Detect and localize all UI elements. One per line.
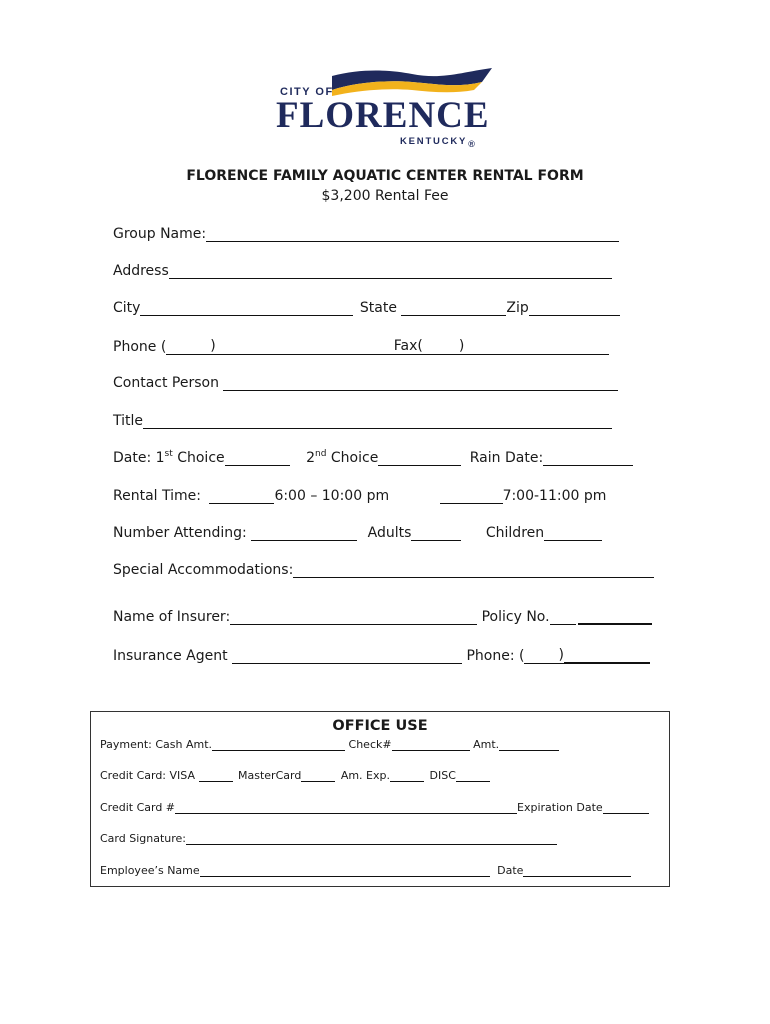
rain-date-label: Rain Date: [469,450,544,466]
policy-no-label: Policy No. [481,609,550,625]
mastercard-field[interactable] [301,771,335,782]
credit-card-no-field[interactable] [175,803,517,814]
special-accommodations-row [113,562,654,582]
office-use-box [90,711,670,887]
office-date-label: Date [497,864,524,877]
policy-no-field-a[interactable] [550,609,576,625]
mastercard-label: MasterCard [238,769,302,782]
expiration-date-field[interactable] [603,803,649,814]
amt-label: Amt. [473,738,500,751]
am-exp-label: Am. Exp. [340,769,390,782]
group-name-row [113,226,619,246]
visa-label: Credit Card: VISA [100,769,195,782]
fax-area-code-field[interactable] [423,339,459,355]
logo-kentucky: KENTUCKY® [400,136,477,149]
address-label: Address [113,263,169,279]
title-row [113,413,612,433]
disc-label: DISC [429,769,456,782]
employee-name-label: Employee’s Name [100,864,200,877]
number-attending-label: Number Attending: [113,525,247,541]
employee-name-field[interactable] [200,866,490,877]
credit-card-number-row [100,801,649,814]
date-row [113,450,633,470]
form-title: FLORENCE FAMILY AQUATIC CENTER RENTAL FORM [186,168,584,184]
contact-person-field[interactable] [223,375,618,391]
insurer-field[interactable] [230,609,477,625]
time-slot-2-field[interactable] [440,488,503,504]
title-field[interactable] [143,413,612,429]
logo-city-of: CITY OF [280,86,334,98]
cash-amt-label: Payment: Cash Amt. [100,738,213,751]
insurer-row [113,609,652,629]
date-label: Date: 1st Choice [113,449,225,466]
contact-person-label: Contact Person [113,375,219,391]
phone-number-field[interactable] [216,339,394,355]
office-date-field[interactable] [523,866,631,877]
special-accommodations-label: Special Accommodations: [113,562,294,578]
time-slot-2-label: 7:00-11:00 pm [502,488,607,504]
flag-emblem-icon [332,66,492,98]
policy-no-field-b[interactable] [578,609,652,625]
rental-fee: $3,200 Rental Fee [321,188,449,204]
city-of-florence-logo [276,66,494,156]
employee-row [100,864,631,877]
city-state-zip-row [113,300,620,320]
contact-person-row [113,375,618,395]
time-slot-1-label: 6:00 – 10:00 pm [274,488,390,504]
second-choice-field[interactable] [378,450,461,466]
number-attending-row [113,525,602,545]
phone-close-paren: ) [210,338,216,354]
check-label: Check# [348,738,392,751]
fax-number-field[interactable] [464,339,609,355]
city-label: City [113,300,141,316]
office-use-title: OFFICE USE [332,718,428,734]
payment-row [100,738,559,751]
rain-date-field[interactable] [543,450,633,466]
amt-field[interactable] [499,740,559,751]
zip-label: Zip [506,300,529,316]
credit-card-type-row [100,769,490,782]
agent-phone-close-paren: ) [558,647,564,663]
adults-field[interactable] [411,525,461,541]
number-attending-field[interactable] [251,525,357,541]
address-field[interactable] [169,263,612,279]
adults-label: Adults [367,525,412,541]
phone-area-code-field[interactable] [166,339,210,355]
group-name-field[interactable] [206,226,619,242]
am-exp-field[interactable] [390,771,424,782]
rental-time-label: Rental Time: [113,488,201,504]
card-signature-field[interactable] [186,834,557,845]
expiration-date-label: Expiration Date [517,801,603,814]
children-label: Children [485,525,545,541]
insurer-label: Name of Insurer: [113,609,231,625]
insurance-agent-row [113,647,650,667]
card-signature-label: Card Signature: [100,832,187,845]
time-slot-1-field[interactable] [209,488,274,504]
disc-field[interactable] [456,771,490,782]
state-field[interactable] [401,300,506,316]
fax-close-paren: ) [458,338,465,354]
address-row [113,263,612,283]
city-field[interactable] [140,300,353,316]
card-signature-row [100,832,557,845]
agent-phone-area-field[interactable] [524,648,558,664]
group-name-label: Group Name: [113,226,207,242]
first-choice-field[interactable] [225,450,290,466]
special-accommodations-field[interactable] [293,562,654,578]
registered-mark: ® [468,139,477,149]
children-field[interactable] [544,525,602,541]
fax-label: Fax( [393,338,423,354]
insurance-agent-label: Insurance Agent [113,648,228,664]
rental-time-row [113,488,606,508]
logo-florence: FLORENCE [276,95,490,136]
cash-amt-field[interactable] [212,740,345,751]
visa-field[interactable] [199,771,233,782]
phone-fax-row [113,338,609,358]
state-label: State [359,300,397,316]
second-choice-label: 2nd Choice [306,449,379,466]
insurance-agent-field[interactable] [232,648,462,664]
check-field[interactable] [392,740,470,751]
phone-label: Phone ( [113,339,167,355]
agent-phone-number-field[interactable] [564,648,650,664]
zip-field[interactable] [529,300,620,316]
agent-phone-label: Phone: ( [466,648,525,664]
title-label: Title [113,413,144,429]
credit-card-no-label: Credit Card # [100,801,176,814]
